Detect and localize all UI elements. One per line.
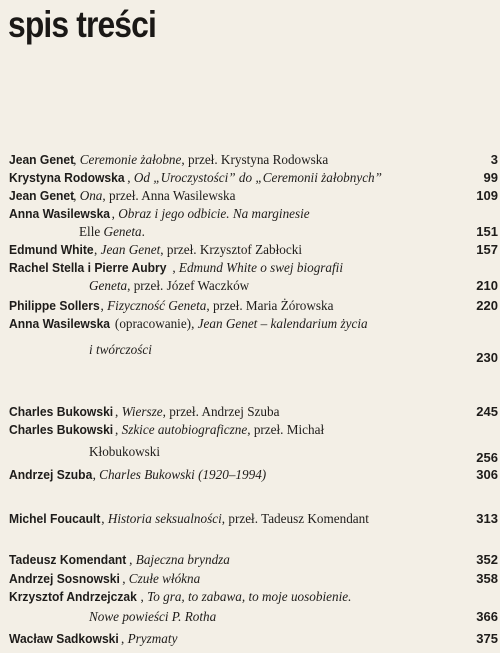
entry-author: Wacław Sadkowski [9,631,119,646]
page-number: 220 [476,298,498,313]
page-number: 210 [476,278,498,293]
page-number: 358 [476,571,498,586]
entry-title-cont: Nowe powieści P. Rotha [89,609,217,624]
entry-author: Anna Wasilewska [9,206,111,221]
page-number: 99 [483,170,498,185]
page-number: 256 [476,450,498,465]
page-number: 375 [476,631,498,646]
toc-entry[interactable]: Jean Genet, Ceremonie żałobne, przeł. Krystyna Rodowska 3 [9,152,498,167]
toc-entry[interactable]: Krystyna Rodowska , Od „Uroczystości” do „Ceremonii żałobnych” 99 [9,170,498,185]
entry-title: Jean Genet – kalendarium życia [197,316,368,331]
page-number: 352 [476,552,498,567]
page-title: spis treści [8,4,156,45]
toc-entry[interactable]: Charles Bukowski , Wiersze, przeł. Andrzej Szuba 245 [9,404,498,419]
page-number: 313 [476,511,498,526]
entry-author: Michel Foucault [9,511,101,526]
toc-entry[interactable]: Rachel Stella i Pierre Aubry , Edmund White o swej biografii Geneta, przeł. Józef Waczków 210 [9,260,498,293]
entry-title: Charles Bukowski (1920–1994) [99,467,267,482]
page-number: 157 [476,242,498,257]
entry-title-cont: Geneta [89,278,128,293]
entry-title: Ceremonie żałobne [79,152,182,167]
entry-title-cont: Geneta [103,224,142,239]
toc-entry[interactable]: Edmund White, Jean Genet, przeł. Krzysztof Zabłocki 157 [9,242,498,257]
entry-title: To gra, to zabawa, to moje uosobienie. [147,589,352,604]
page-number: 245 [476,404,498,419]
entry-author: Charles Bukowski [9,422,114,437]
entry-author: Andrzej Sosnowski [9,571,120,586]
entry-title: Historia seksualności [107,511,222,526]
entry-title: Edmund White o swej biografii [178,260,344,275]
entry-title: Pryzmaty [127,631,178,646]
entry-title: Ona [79,188,103,203]
toc-entry[interactable]: Wacław Sadkowski , Pryzmaty 375 [9,631,498,646]
page-number: 230 [476,350,498,365]
entry-author: Rachel Stella i Pierre Aubry [9,260,167,275]
toc-entry[interactable]: Andrzej Szuba, Charles Bukowski (1920–1994) 306 [9,467,498,482]
toc-entry[interactable]: Andrzej Sosnowski , Czułe włókna 358 [9,571,498,586]
toc-entry[interactable]: Anna Wasilewska (opracowanie), Jean Genet – kalendarium życia i twórczości 230 [9,316,498,365]
entry-author: Krystyna Rodowska [9,170,125,185]
entry-title: Wiersze [121,404,163,419]
entry-author: Edmund White [9,242,94,257]
page-number: 306 [476,467,498,482]
entry-title: Fizyczność Geneta [107,298,207,313]
entry-author: Tadeusz Komendant [9,552,127,567]
toc-entry[interactable]: Philippe Sollers, Fizyczność Geneta, przeł. Maria Żórowska 220 [9,298,498,313]
entry-author: Philippe Sollers [9,298,100,313]
entry-title: Od „Uroczystości” do „Ceremonii żałobnych” [133,170,382,185]
entry-author: Andrzej Szuba [9,467,93,482]
toc-entry[interactable]: Krzysztof Andrzejczak , To gra, to zabawa, to moje uosobienie. Nowe powieści P. Rotha 366 [9,589,498,624]
entry-title: Jean Genet [100,242,161,257]
page-number: 3 [490,152,498,167]
entry-author: Jean Genet [9,152,75,167]
toc-entry[interactable]: Anna Wasilewska , Obraz i jego odbicie. Na marginesie Elle Geneta. 151 [9,206,498,239]
entry-title-cont: i twórczości [89,342,152,357]
toc-entry[interactable]: Michel Foucault, Historia seksualności, przeł. Tadeusz Komendant 313 [9,511,498,526]
page-number: 151 [476,224,498,239]
entry-author: Charles Bukowski [9,404,114,419]
toc-entry[interactable]: Tadeusz Komendant , Bajeczna bryndza 352 [9,552,498,567]
page-number: 109 [476,188,498,203]
page-number: 366 [476,609,498,624]
entry-author: Krzysztof Andrzejczak [9,589,137,604]
entry-title: Obraz i jego odbicie. Na marginesie [118,206,310,221]
entry-author: Jean Genet [9,188,75,203]
entry-title: Bajeczna bryndza [135,552,230,567]
entry-title: Szkice autobiograficzne [121,422,248,437]
entry-title: Czułe włókna [128,571,201,586]
toc-entry[interactable]: Jean Genet, Ona, przeł. Anna Wasilewska 109 [9,188,498,203]
entry-author: Anna Wasilewska [9,316,111,331]
toc-entry[interactable]: Charles Bukowski , Szkice autobiograficzne, przeł. Michał Kłobukowski 256 [9,422,498,465]
